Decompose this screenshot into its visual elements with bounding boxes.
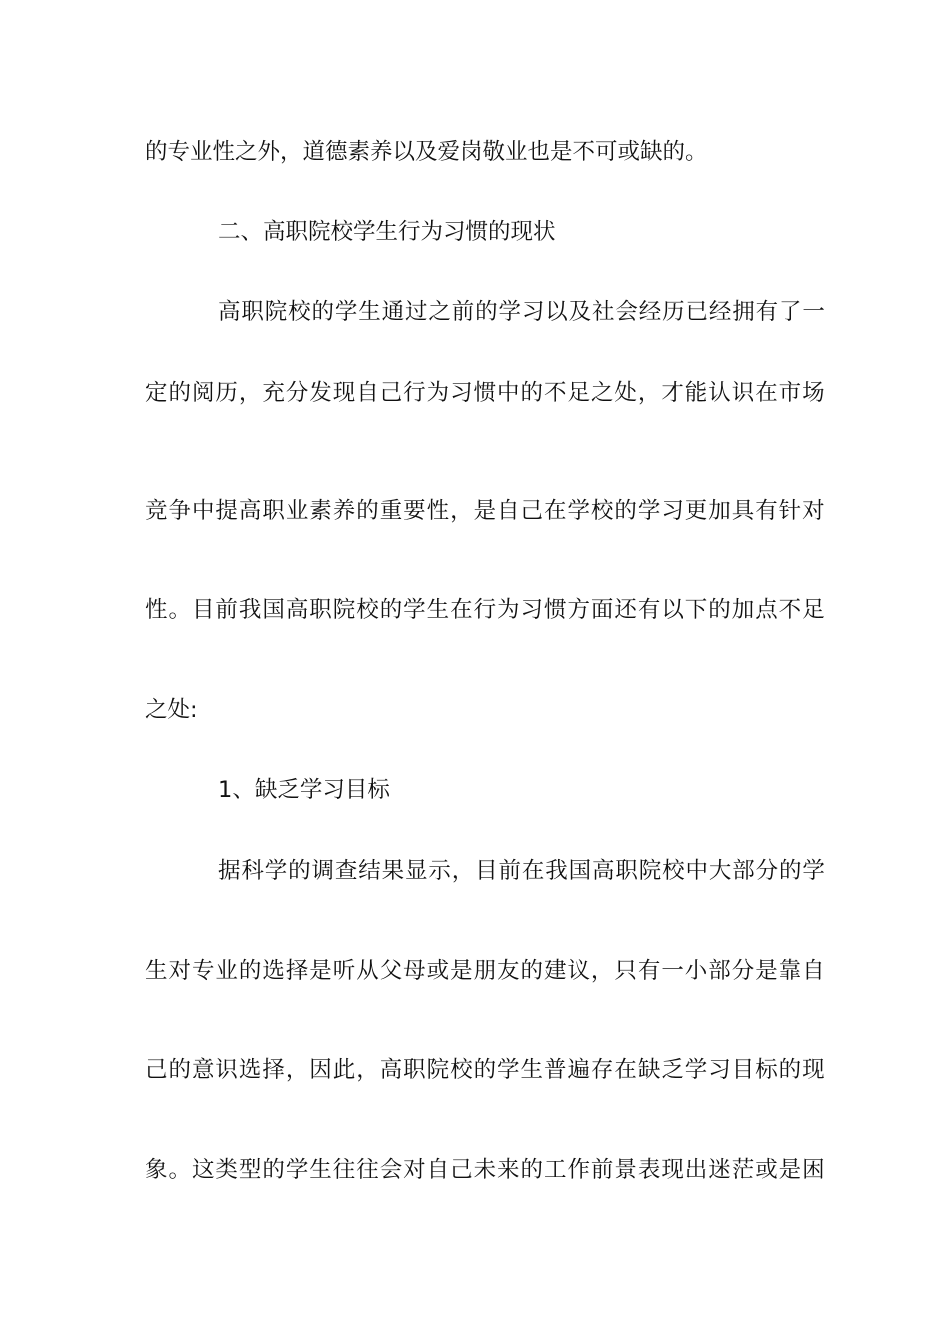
section-heading: 二、高职院校学生行为习惯的现状 (218, 219, 556, 245)
paragraph-line: 生 对 专 业 的 选 择 是 听 从 父 母 或 是 朋 友 的 建 议 ， 只 有 一 小 部 分 是 靠 自 (145, 958, 825, 984)
paragraph-line: 性 。 目 前 我 国 高 职 院 校 的 学 生 在 行 为 习 惯 方 面 还 有 以 下 的 加 点 不 足 (145, 597, 825, 623)
paragraph-line: 竞 争 中 提 高 职 业 素 养 的 重 要 性 ， 是 自 己 在 学 校 的 学 习 更 加 具 有 针 对 (145, 498, 825, 524)
text-line-continuation: 的专业性之外，道德素养以及爱岗敬业也是不可或缺的。 (145, 139, 708, 165)
paragraph-line: 据 科 学 的 调 查 结 果 显 示 ， 目 前 在 我 国 高 职 院 校 中 大 部 分 的 学 (218, 858, 825, 884)
paragraph-line: 定 的 阅 历 ， 充 分 发 现 自 己 行 为 习 惯 中 的 不 足 之 处 ， 才 能 认 识 在 市 场 (145, 380, 825, 406)
paragraph-line: 之处: (145, 697, 198, 723)
subsection-heading: 1、缺乏学习目标 (218, 777, 390, 803)
paragraph-line: 象 。 这 类 型 的 学 生 往 往 会 对 自 己 未 来 的 工 作 前 景 表 现 出 迷 茫 或 是 困 (145, 1157, 825, 1183)
paragraph-line: 己 的 意 识 选 择 ， 因 此 ， 高 职 院 校 的 学 生 普 遍 存 在 缺 乏 学 习 目 标 的 现 (145, 1057, 825, 1083)
paragraph-line: 高 职 院 校 的 学 生 通 过 之 前 的 学 习 以 及 社 会 经 历 已 经 拥 有 了 一 (218, 299, 825, 325)
